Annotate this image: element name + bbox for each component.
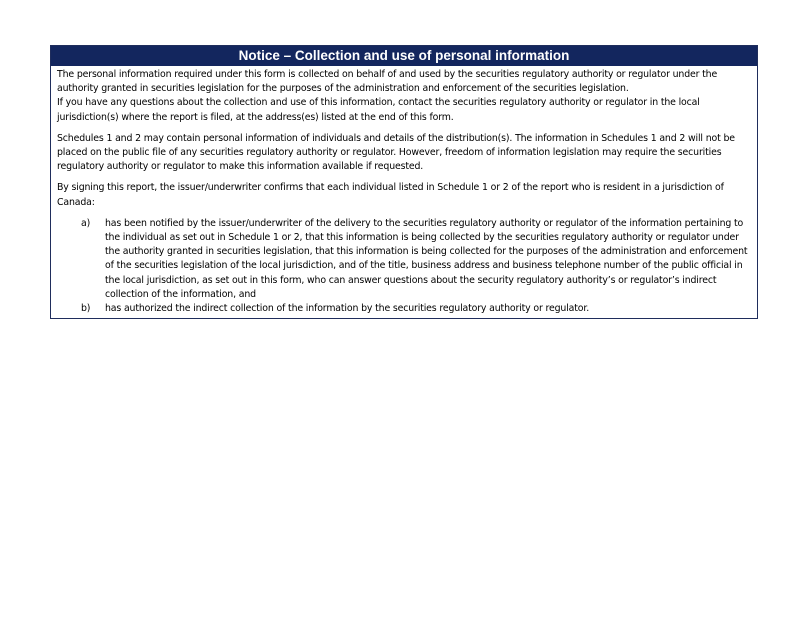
list-item: [57, 217, 749, 302]
list-marker: a): [81, 217, 91, 229]
notice-paragraph-collection: The personal information required under this form is collected on behalf of and used by the securities regulatory authority or regulator under the authority granted in securities legislation for the purposes of the administration and enforcement of the securities legislation.: [57, 69, 718, 95]
list-item-text: has authorized the indirect collection of the information by the securities regulatory authority or regulator.: [105, 303, 590, 315]
notice-paragraph-contact: If you have any questions about the collection and use of this information, contact the securities regulatory authority or regulator in the local jurisdiction(s) where the report is filed, at the address(es) listed at the end of this form.: [57, 97, 700, 123]
list-item: [57, 302, 749, 316]
notice-box: [50, 45, 758, 319]
notice-paragraph-schedules: Schedules 1 and 2 may contain personal information of individuals and details of the distribution(s). The information in Schedules 1 and 2 will not be placed on the public file of any securities regulatory authority or regulator. However, freedom of information legislation may require the securities regulatory authority or regulator to make this information available if requested.: [57, 132, 735, 173]
confirmation-list: [57, 217, 749, 316]
list-item-text: has been notified by the issuer/underwriter of the delivery to the securities regulatory authority or regulator of the information pertaining to the individual as set out in Schedule 1 or 2, that this information is being collected by the securities regulatory authority or regulator under the authority granted in securities legislation, that this information is being collected for the purposes of the administration and enforcement of the securities legislation of the local jurisdiction, and of the title, business address and business telephone number of the public official in the local jurisdiction, as set out in this form, who can answer questions about the security regulatory authority’s or regulator’s indirect collection of the information, and: [105, 217, 748, 300]
list-marker: b): [81, 303, 91, 315]
notice-title: Notice – Collection and use of personal information: [51, 46, 757, 66]
notice-paragraph-signing: By signing this report, the issuer/underwriter confirms that each individual listed in Schedule 1 or 2 of the report who is resident in a jurisdiction of Canada:: [57, 182, 724, 208]
notice-body: [51, 66, 757, 318]
